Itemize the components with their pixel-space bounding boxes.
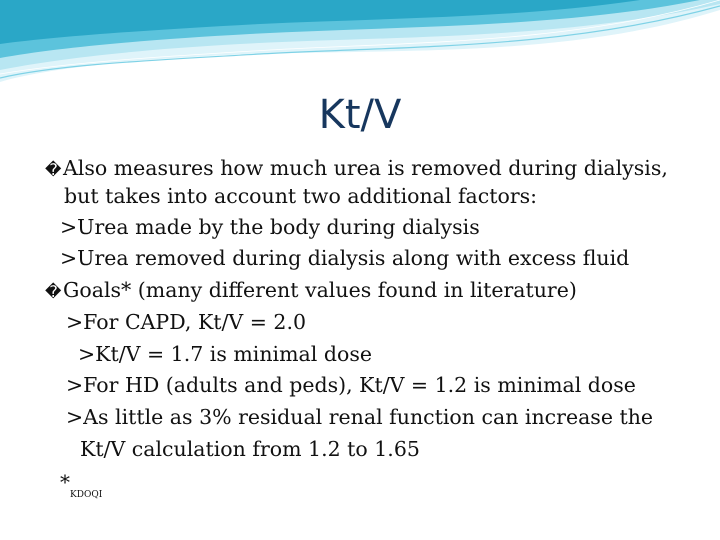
sub-item-urea-removed: >Urea removed during dialysis along with excess fluid	[60, 246, 630, 270]
sub-item-residual-line-2: Kt/V calculation from 1.2 to 1.65	[80, 437, 420, 461]
footnote-marker: *	[60, 470, 70, 494]
bullet-glyph-icon: �	[45, 282, 62, 301]
sub-item-minimal-dose: >Kt/V = 1.7 is minimal dose	[78, 342, 372, 366]
bullet-item-1-line-1: �Also measures how much urea is removed during dialysis,	[45, 152, 668, 186]
bullet-item-2: �Goals* (many different values found in literature)	[45, 274, 577, 308]
bullet-glyph-icon: �	[45, 160, 62, 179]
sub-item-residual-line-1: >As little as 3% residual renal function can increase the	[66, 405, 654, 429]
sub-item-hd: >For HD (adults and peds), Kt/V = 1.2 is minimal dose	[66, 373, 636, 397]
slide-title: Kt/V	[318, 92, 402, 138]
footnote	[60, 466, 102, 511]
sub-item-urea-made: >Urea made by the body during dialysis	[60, 215, 480, 239]
bullet-item-1-line-2: but takes into account two additional factors:	[64, 184, 538, 208]
sub-item-capd: >For CAPD, Kt/V = 2.0	[66, 310, 307, 334]
footnote-source: KDOQI	[70, 490, 103, 500]
